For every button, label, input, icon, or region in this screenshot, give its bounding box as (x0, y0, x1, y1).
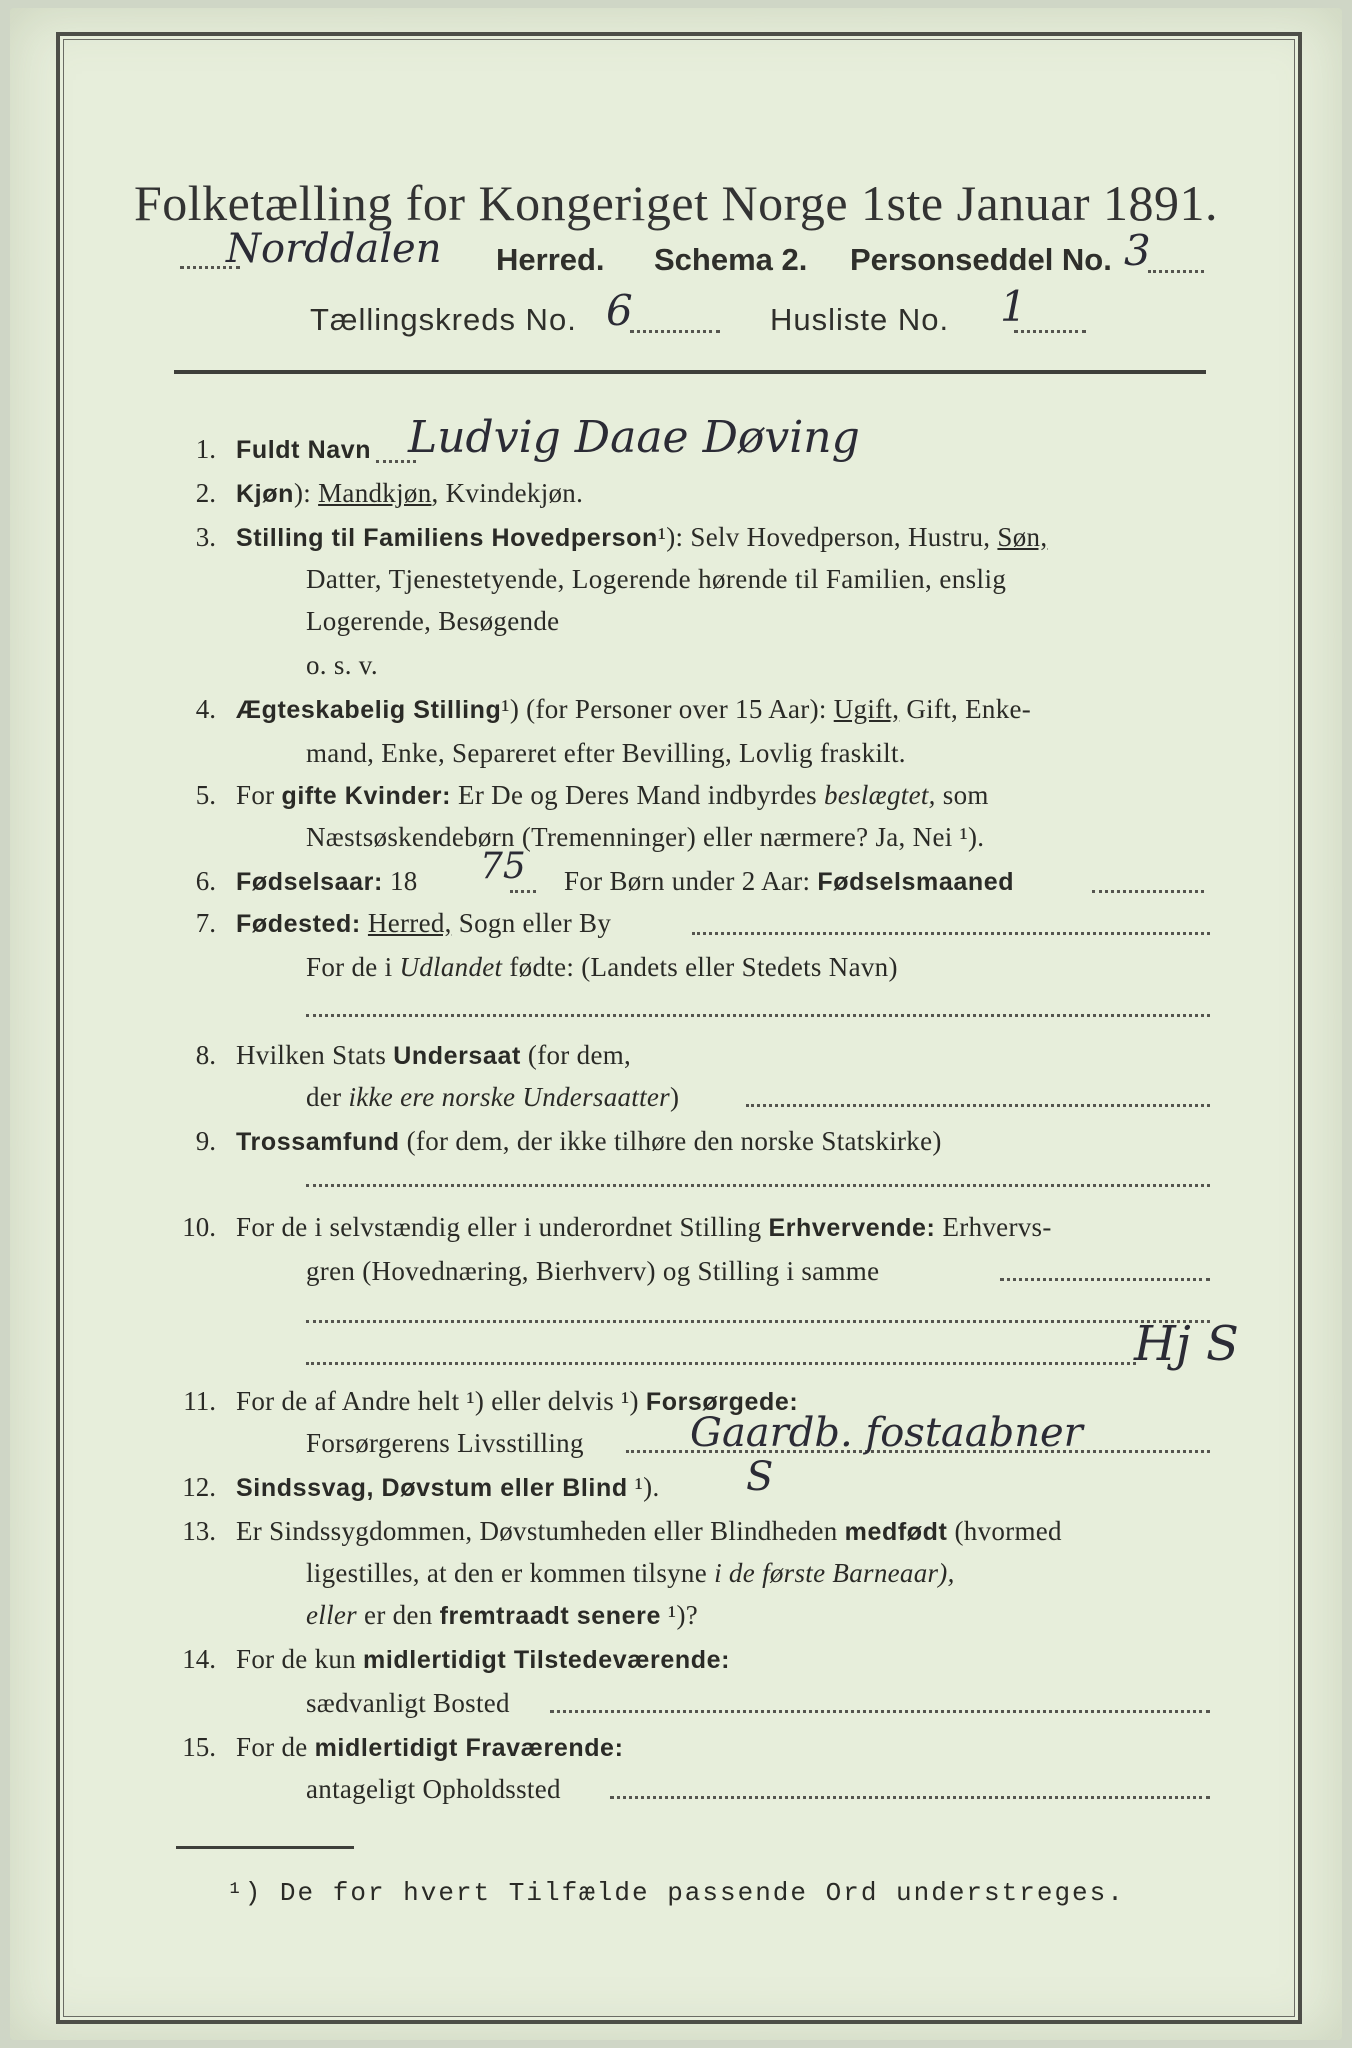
item5-line1 (236, 780, 989, 811)
item-number: 4. (195, 694, 216, 724)
item5-rest1: Er De og Deres Mand indbyrdes (451, 780, 824, 810)
item4-line1 (236, 694, 1031, 725)
husliste-label: Husliste No. (770, 302, 950, 337)
item14-line1 (236, 1644, 730, 1675)
husliste-value: 1 (1000, 282, 1027, 331)
dotted-line (306, 1184, 1210, 1187)
item5-beslaegtet: beslægtet, (823, 780, 936, 810)
item10-mark: Hj S (1134, 1316, 1239, 1372)
dotted-line (630, 330, 720, 333)
item10-line2: gren (Hovednæring, Bierhverv) og Stilling i samme (306, 1256, 880, 1286)
item3-line3: Logerende, Besøgende (306, 606, 560, 636)
dotted-line (510, 890, 536, 893)
personseddel-value: 3 (1124, 226, 1151, 275)
item13-line2 (306, 1558, 955, 1589)
item4-rest2: Gift, Enke- (899, 694, 1032, 724)
item7-udlandet: Udlandet (399, 952, 503, 982)
item13-line3b: fremtraadt senere (439, 1602, 661, 1630)
dotted-line (746, 1104, 1210, 1107)
form-title: Folketælling for Kongeriget Norge 1ste Januar 1891. (133, 175, 1219, 231)
dotted-line (550, 1710, 1210, 1713)
item13-line3c: ¹)? (661, 1600, 699, 1630)
item10-line1 (236, 1212, 1052, 1243)
item8-pre: Hvilken Stats (236, 1040, 394, 1070)
item12-rest: ¹). (627, 1472, 660, 1502)
dotted-line (610, 1796, 1210, 1799)
item6-label2: Fødselsmaaned (817, 868, 1015, 896)
item3-label: Stilling til Familiens Hovedperson (236, 524, 658, 552)
item-number: 13. (182, 1516, 216, 1546)
item13-line3i: eller (306, 1600, 357, 1630)
kreds-value: 6 (606, 286, 633, 335)
item5-label: gifte Kvinder: (281, 782, 451, 810)
item5-pre: For (236, 780, 282, 810)
item4-rest1: ¹) (for Personer over 15 Aar): (501, 694, 834, 724)
item15-line2: antageligt Opholdssted (306, 1774, 561, 1804)
item-number: 11. (183, 1386, 216, 1416)
item9-label: Trossamfund (236, 1128, 400, 1156)
item3-line2: Datter, Tjenestetyende, Logerende hørende til Familien, enslig (306, 564, 1007, 594)
header-rule (174, 370, 1206, 374)
item7-line2b: fødte: (Landets eller Stedets Navn) (502, 952, 898, 982)
item6-line1b (564, 866, 1014, 897)
item10-rest: Erhvervs- (935, 1212, 1052, 1242)
item4-label: Ægteskabelig Stilling (236, 696, 502, 724)
item4-line2: mand, Enke, Separeret efter Bevilling, Lovlig fraskilt. (306, 738, 906, 768)
item-number: 5. (195, 780, 216, 810)
item3-line4: o. s. v. (306, 650, 378, 680)
item11-value: Gaardb. fostaabner (690, 1410, 1083, 1456)
item8-line2 (306, 1082, 679, 1113)
item8-line2b: ) (670, 1082, 680, 1112)
item11-line2: Forsørgerens Livsstilling (306, 1428, 584, 1458)
item12-label: Sindssvag, Døvstum eller Blind (236, 1474, 628, 1502)
item12-line1 (236, 1472, 660, 1503)
item15-pre: For de (236, 1732, 315, 1762)
item15-label: midlertidigt Fraværende: (314, 1734, 624, 1762)
item14-line2: sædvanligt Bosted (306, 1688, 510, 1718)
item14-label: midlertidigt Tilstedeværende: (363, 1646, 731, 1674)
item6-value: 75 (480, 846, 526, 887)
kreds-label: Tællingskreds No. (310, 302, 577, 337)
item2-rest: ): (293, 478, 319, 508)
item9-line1 (236, 1126, 942, 1157)
dotted-line (1000, 1278, 1210, 1281)
footnote-rule (176, 1846, 354, 1849)
item15-line1 (236, 1732, 624, 1763)
item1-value: Ludvig Daae Døving (408, 412, 860, 463)
item2-kvindekjon: , Kvindekjøn. (431, 478, 584, 508)
item6-prefix: 18 (382, 866, 418, 896)
item-number: 12. (182, 1472, 216, 1502)
item7-label: Fødested: (236, 910, 361, 938)
dotted-line (1092, 890, 1204, 893)
item10-label: Erhvervende: (768, 1214, 936, 1242)
item6-rest: For Børn under 2 Aar: (564, 866, 818, 896)
item-number: 6. (195, 866, 216, 896)
item7-rest: Sogn eller By (451, 908, 612, 938)
item1-label: Fuldt Navn (236, 436, 372, 464)
item13-line2a: ligestilles, at den er kommen tilsyne (306, 1558, 715, 1588)
item10-pre: For de i selvstændig eller i underordnet Stilling (236, 1212, 769, 1242)
item7-line2 (306, 952, 898, 983)
item7-line2a: For de i (306, 952, 400, 982)
item6-label: Fødselsaar: (236, 868, 383, 896)
item13-rest: (hvormed (947, 1516, 1062, 1546)
item13-line2i: i de første Barneaar), (714, 1558, 955, 1588)
item3-rest: ¹): Selv Hovedperson, Hustru, (657, 522, 998, 552)
herred-label: Herred. (496, 242, 605, 277)
item13-label: medfødt (844, 1518, 948, 1546)
item13-line3 (306, 1600, 698, 1631)
item8-rest: (for dem, (520, 1040, 632, 1070)
item8-line1 (236, 1040, 631, 1071)
item-number: 2. (195, 478, 216, 508)
item-number: 10. (182, 1212, 216, 1242)
item13-line1 (236, 1516, 1062, 1547)
item2-mandkjon: Mandkjøn (318, 478, 432, 508)
item8-line2a: der (306, 1082, 349, 1112)
schema-label: Schema 2. (654, 242, 808, 277)
item5-rest2: som (935, 780, 989, 810)
item4-ugift: Ugift, (833, 694, 900, 724)
item-number: 8. (195, 1040, 216, 1070)
item3-son: Søn, (997, 522, 1048, 552)
item8-line2i: ikke ere norske Undersaatter (348, 1082, 670, 1112)
item12-value: S (746, 1454, 774, 1500)
item2-text (236, 478, 583, 509)
dotted-line (306, 1362, 1136, 1365)
item-number: 15. (182, 1732, 216, 1762)
dotted-line (306, 1320, 1210, 1323)
item-number: 3. (195, 522, 216, 552)
dotted-line (692, 932, 1210, 935)
item13-pre: Er Sindssygdommen, Døvstumheden eller Blindheden (236, 1516, 845, 1546)
item-number: 7. (195, 908, 216, 938)
footnote: ¹) De for hvert Tilfælde passende Ord understreges. (227, 1878, 1125, 1908)
item2-label: Kjøn (236, 480, 294, 508)
item13-line3a: er den (356, 1600, 440, 1630)
dotted-line (1014, 330, 1086, 333)
item11-label: Forsørgede: (645, 1388, 799, 1416)
item8-label: Undersaat (393, 1042, 521, 1070)
dotted-line (1148, 270, 1204, 273)
item11-pre: For de af Andre helt ¹) eller delvis ¹) (236, 1386, 646, 1416)
item5-line2: Næstsøskendebørn (Tremenninger) eller nærmere? Ja, Nei ¹). (306, 822, 985, 852)
item6-line1 (236, 866, 418, 897)
census-sheet (10, 8, 1342, 2040)
personseddel-label: Personseddel No. (850, 242, 1112, 277)
herred-value: Norddalen (226, 226, 442, 272)
item9-rest: (for dem, der ikke tilhøre den norske Statskirke) (399, 1126, 942, 1156)
item-number: 14. (182, 1644, 216, 1674)
item7-herred: Herred, (367, 908, 452, 938)
item-number: 1. (195, 434, 216, 464)
item-number: 9. (195, 1126, 216, 1156)
item7-line1 (236, 908, 611, 939)
item14-pre: For de kun (236, 1644, 364, 1674)
item3-line1 (236, 522, 1047, 553)
dotted-line (306, 1014, 1210, 1017)
